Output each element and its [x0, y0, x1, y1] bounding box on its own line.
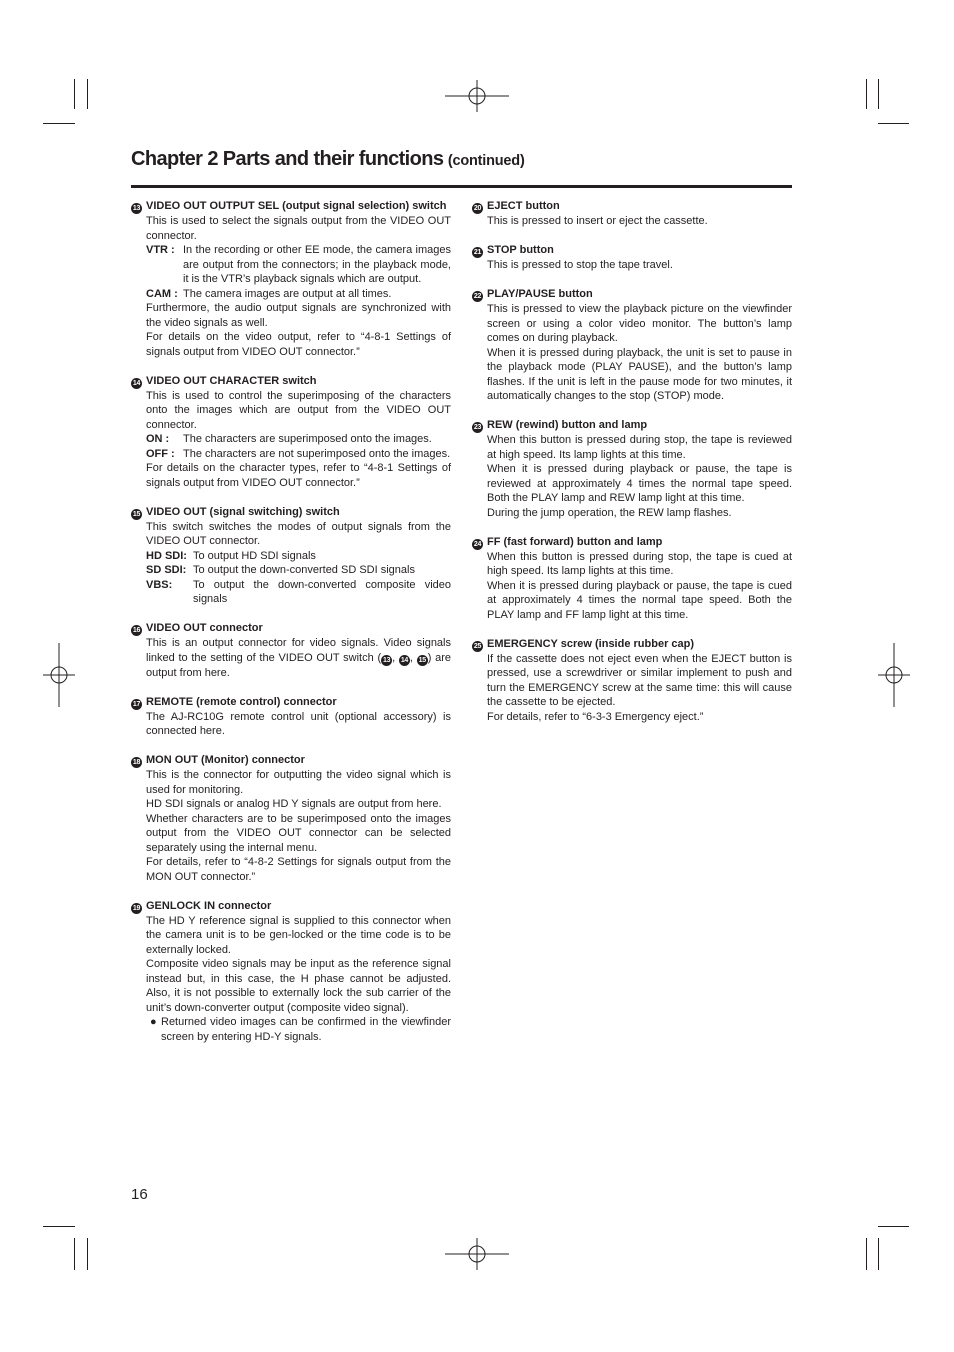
item-body: [131, 214, 451, 359]
item-title-text: MON OUT (Monitor) connector: [146, 754, 305, 766]
crop-mark: [866, 79, 867, 109]
item-number-badge: 15: [132, 510, 141, 518]
item-title-text: STOP button: [487, 244, 554, 256]
crop-mark: [878, 79, 879, 109]
definition-term: VTR :: [146, 244, 175, 256]
item-title-text: EMERGENCY screw (inside rubber cap): [487, 637, 695, 650]
item-title: [472, 199, 792, 214]
crop-mark: [87, 1238, 88, 1270]
registration-mark-top: [445, 80, 509, 112]
item-title: [472, 637, 792, 652]
item-body: [131, 768, 451, 884]
page-number: 16: [131, 1186, 148, 1203]
reference-number-badge: 15: [418, 656, 426, 664]
item-number-badge: 25: [473, 642, 482, 650]
paragraph: This is the connector for outputting the video signal which is used for monitoring.: [146, 769, 451, 796]
item-title-text: VIDEO OUT (signal switching) switch: [146, 505, 340, 518]
item-title: [131, 695, 451, 710]
paragraph: When it is pressed during playback, the unit is set to pause in the playback mode (PLAY PAUSE), and the button’s lamp flashes. If the unit is left in the pause mode for two minutes, it automatically changes to the stop (STOP) mode.: [487, 346, 792, 402]
reference-number-badge: 13: [383, 656, 391, 664]
item-play-pause-button: [472, 287, 792, 404]
item-body: [131, 710, 451, 739]
item-title-text: PLAY/PAUSE button: [487, 288, 593, 300]
paragraph: If the cassette does not eject even when the EJECT button is pressed, use a screwdriver or similar implement to push and turn the EMERGENCY screw at the same time: this will cause the cassette to be ejected.: [487, 652, 792, 708]
item-mon-out-connector: [131, 753, 451, 884]
item-body: [131, 914, 451, 1045]
item-number-badge: 18: [132, 759, 141, 766]
item-title-text: REMOTE (remote control) connector: [146, 695, 337, 708]
item-body: [472, 302, 792, 404]
crop-mark: [43, 123, 75, 124]
item-number-badge: 16: [132, 627, 141, 634]
item-number-badge: 19: [132, 904, 141, 912]
definition-term: ON :: [146, 433, 170, 445]
paragraph: When this button is pressed during stop, the tape is cued at high speed. Its lamp lights at this time.: [487, 550, 792, 577]
registration-mark-bottom: [445, 1238, 509, 1270]
item-title: [472, 535, 792, 550]
item-video-out-output-sel: [131, 199, 451, 359]
definition-row: [146, 563, 451, 578]
item-body: [131, 389, 451, 462]
item-number-badge: 21: [473, 249, 482, 256]
item-title: [131, 505, 451, 520]
chapter-header: [131, 148, 792, 171]
crop-mark: [866, 1238, 867, 1270]
paragraph: HD SDI signals or analog HD Y signals are output from here.: [146, 798, 442, 810]
item-title: [131, 899, 451, 914]
item-title-text: EJECT button: [487, 200, 560, 212]
definition-text: The characters are superimposed onto the images.: [183, 433, 432, 445]
item-number-badge: 17: [132, 700, 141, 708]
crop-mark: [74, 79, 75, 109]
item-number-badge: 13: [132, 205, 141, 212]
paragraph: Furthermore, the audio output signals are synchronized with the video signals as well.: [146, 302, 451, 329]
item-title: [472, 287, 792, 302]
definition-row: [146, 287, 451, 302]
item-title: [472, 418, 792, 433]
paragraph-text: This is an output connector for video signals. Video signals linked to the setting of the VIDEO OUT switch (: [146, 637, 451, 664]
item-stop-button: [472, 243, 792, 273]
paragraph: For details on the video output, refer to “4-8-1 Settings of signals output from VIDEO OUT connector.”: [146, 331, 451, 358]
registration-mark-left: [43, 643, 75, 707]
item-title-text: VIDEO OUT connector: [146, 622, 263, 634]
paragraph-text: ) are output from here.: [146, 651, 451, 679]
paragraph: When it is pressed during playback or pause, the tape is cued at approximately 4 times the normal tape speed. Both the PLAY lamp and FF lamp light at this time.: [487, 579, 792, 621]
item-title: [131, 199, 451, 214]
definition-row: [146, 447, 451, 462]
item-rew-button-lamp: [472, 418, 792, 520]
crop-mark: [87, 79, 88, 109]
item-number-badge: 24: [473, 540, 482, 548]
item-video-out-connector: [131, 621, 451, 680]
crop-mark: [878, 123, 909, 124]
bullet-mark: ●: [150, 1016, 157, 1028]
definition-text: To output the down-converted composite video signals: [193, 578, 451, 605]
reference-number-badge: 14: [400, 656, 408, 664]
item-title-text: FF (fast forward) button and lamp: [487, 535, 663, 548]
item-ff-button-lamp: [472, 535, 792, 623]
item-number-badge: 20: [473, 205, 482, 212]
item-video-out-character: [131, 374, 451, 491]
continued-label: (continued): [447, 153, 525, 169]
item-body: [472, 433, 792, 520]
item-title: [131, 753, 451, 768]
paragraph: For details on the character types, refer to “4-8-1 Settings of signals output from VIDEO OUT connector.”: [146, 462, 451, 489]
crop-mark: [74, 1238, 75, 1270]
item-number-badge: 23: [473, 424, 482, 431]
item-body: [131, 636, 451, 680]
definition-text: To output the down-converted SD SDI signals: [193, 564, 415, 576]
item-title-text: VIDEO OUT CHARACTER switch: [146, 374, 317, 387]
item-body: [131, 520, 451, 607]
header-rule: [131, 185, 792, 188]
bullet-item: [146, 1015, 451, 1044]
item-remote-connector: [131, 695, 451, 739]
paragraph: This is pressed to insert or eject the cassette.: [487, 215, 708, 227]
chapter-title: Chapter 2 Parts and their functions: [131, 148, 444, 170]
definition-term: HD SDI:: [146, 549, 187, 562]
separator: ,: [409, 651, 417, 664]
right-column: [472, 199, 792, 739]
item-body: [472, 214, 792, 229]
definition-text: In the recording or other EE mode, the camera images are output from the connectors; in the playback mode, it is the VTR’s playback signals which are output.: [183, 244, 451, 285]
paragraph: The AJ-RC10G remote control unit (optional accessory) is connected here.: [146, 710, 451, 737]
paragraph: When this button is pressed during stop, the tape is reviewed at high speed. Its lamp lights at this time.: [487, 434, 792, 461]
definition-term: VBS:: [146, 578, 173, 591]
paragraph: During the jump operation, the REW lamp flashes.: [487, 506, 732, 519]
definition-term: CAM :: [146, 287, 178, 300]
paragraph: For details, refer to “6-3-3 Emergency eject.”: [487, 710, 704, 723]
paragraph: Composite video signals may be input as the reference signal instead but, in this case, the H phase cannot be adjusted. Also, it is not possible to externally lock the sub carrier of the unit’s down-converter output (composite video signal).: [146, 958, 451, 1014]
bullet-text: Returned video images can be confirmed in the viewfinder screen by entering HD-Y signals.: [161, 1016, 451, 1043]
item-title-text: REW (rewind) button and lamp: [487, 419, 648, 431]
definition-text: To output HD SDI signals: [193, 549, 316, 562]
crop-mark: [878, 1226, 909, 1227]
item-genlock-in-connector: [131, 899, 451, 1045]
paragraph: Whether characters are to be superimposed onto the images output from the VIDEO OUT connector can be selected separately using the internal menu.: [146, 812, 451, 854]
paragraph: For details, refer to “4-8-2 Settings for signals output from the MON OUT connector.”: [146, 856, 451, 883]
left-column: [131, 199, 451, 1059]
item-body: [472, 550, 792, 623]
item-title: [131, 374, 451, 389]
item-emergency-screw: [472, 637, 792, 725]
definition-term: OFF :: [146, 447, 175, 460]
paragraph: This is used to select the signals output from the VIDEO OUT connector.: [146, 215, 451, 242]
definition-row: [146, 432, 451, 447]
crop-mark: [878, 1238, 879, 1270]
item-body: [472, 652, 792, 725]
definition-row: [146, 549, 451, 564]
item-eject-button: [472, 199, 792, 229]
item-title-text: GENLOCK IN connector: [146, 899, 272, 912]
item-title-text: VIDEO OUT OUTPUT SEL (output signal selection) switch: [146, 200, 447, 212]
paragraph: When it is pressed during playback or pause, the tape is reviewed at approximately 4 times the normal tape speed. Both the PLAY lamp and REW lamp light at this time.: [487, 463, 792, 504]
item-video-out-signal-switch: [131, 505, 451, 607]
paragraph: This is pressed to view the playback picture on the viewfinder screen or using a color video monitor. The button’s lamp comes on during playback.: [487, 303, 792, 344]
definition-text: The camera images are output at all times.: [183, 287, 392, 300]
item-number-badge: 14: [132, 379, 141, 387]
definition-text: The characters are not superimposed onto the images.: [183, 447, 451, 460]
item-title: [131, 621, 451, 636]
definition-term: SD SDI:: [146, 564, 187, 576]
definition-row: [146, 243, 451, 287]
paragraph: This switch switches the modes of output signals from the VIDEO OUT connector.: [146, 520, 451, 547]
registration-mark-right: [878, 643, 910, 707]
crop-mark: [43, 1226, 75, 1227]
separator: ,: [392, 651, 399, 664]
paragraph: This is pressed to stop the tape travel.: [487, 259, 673, 271]
item-body: [472, 258, 792, 273]
definition-row: [146, 578, 451, 607]
paragraph: This is used to control the superimposing of the characters onto the images which are output from the VIDEO OUT connector.: [146, 389, 451, 431]
paragraph: The HD Y reference signal is supplied to this connector when the camera unit is to be gen-locked or the time code is to be externally locked.: [146, 914, 451, 956]
paragraph: [146, 636, 451, 680]
item-title: [472, 243, 792, 258]
item-number-badge: 22: [473, 293, 482, 300]
